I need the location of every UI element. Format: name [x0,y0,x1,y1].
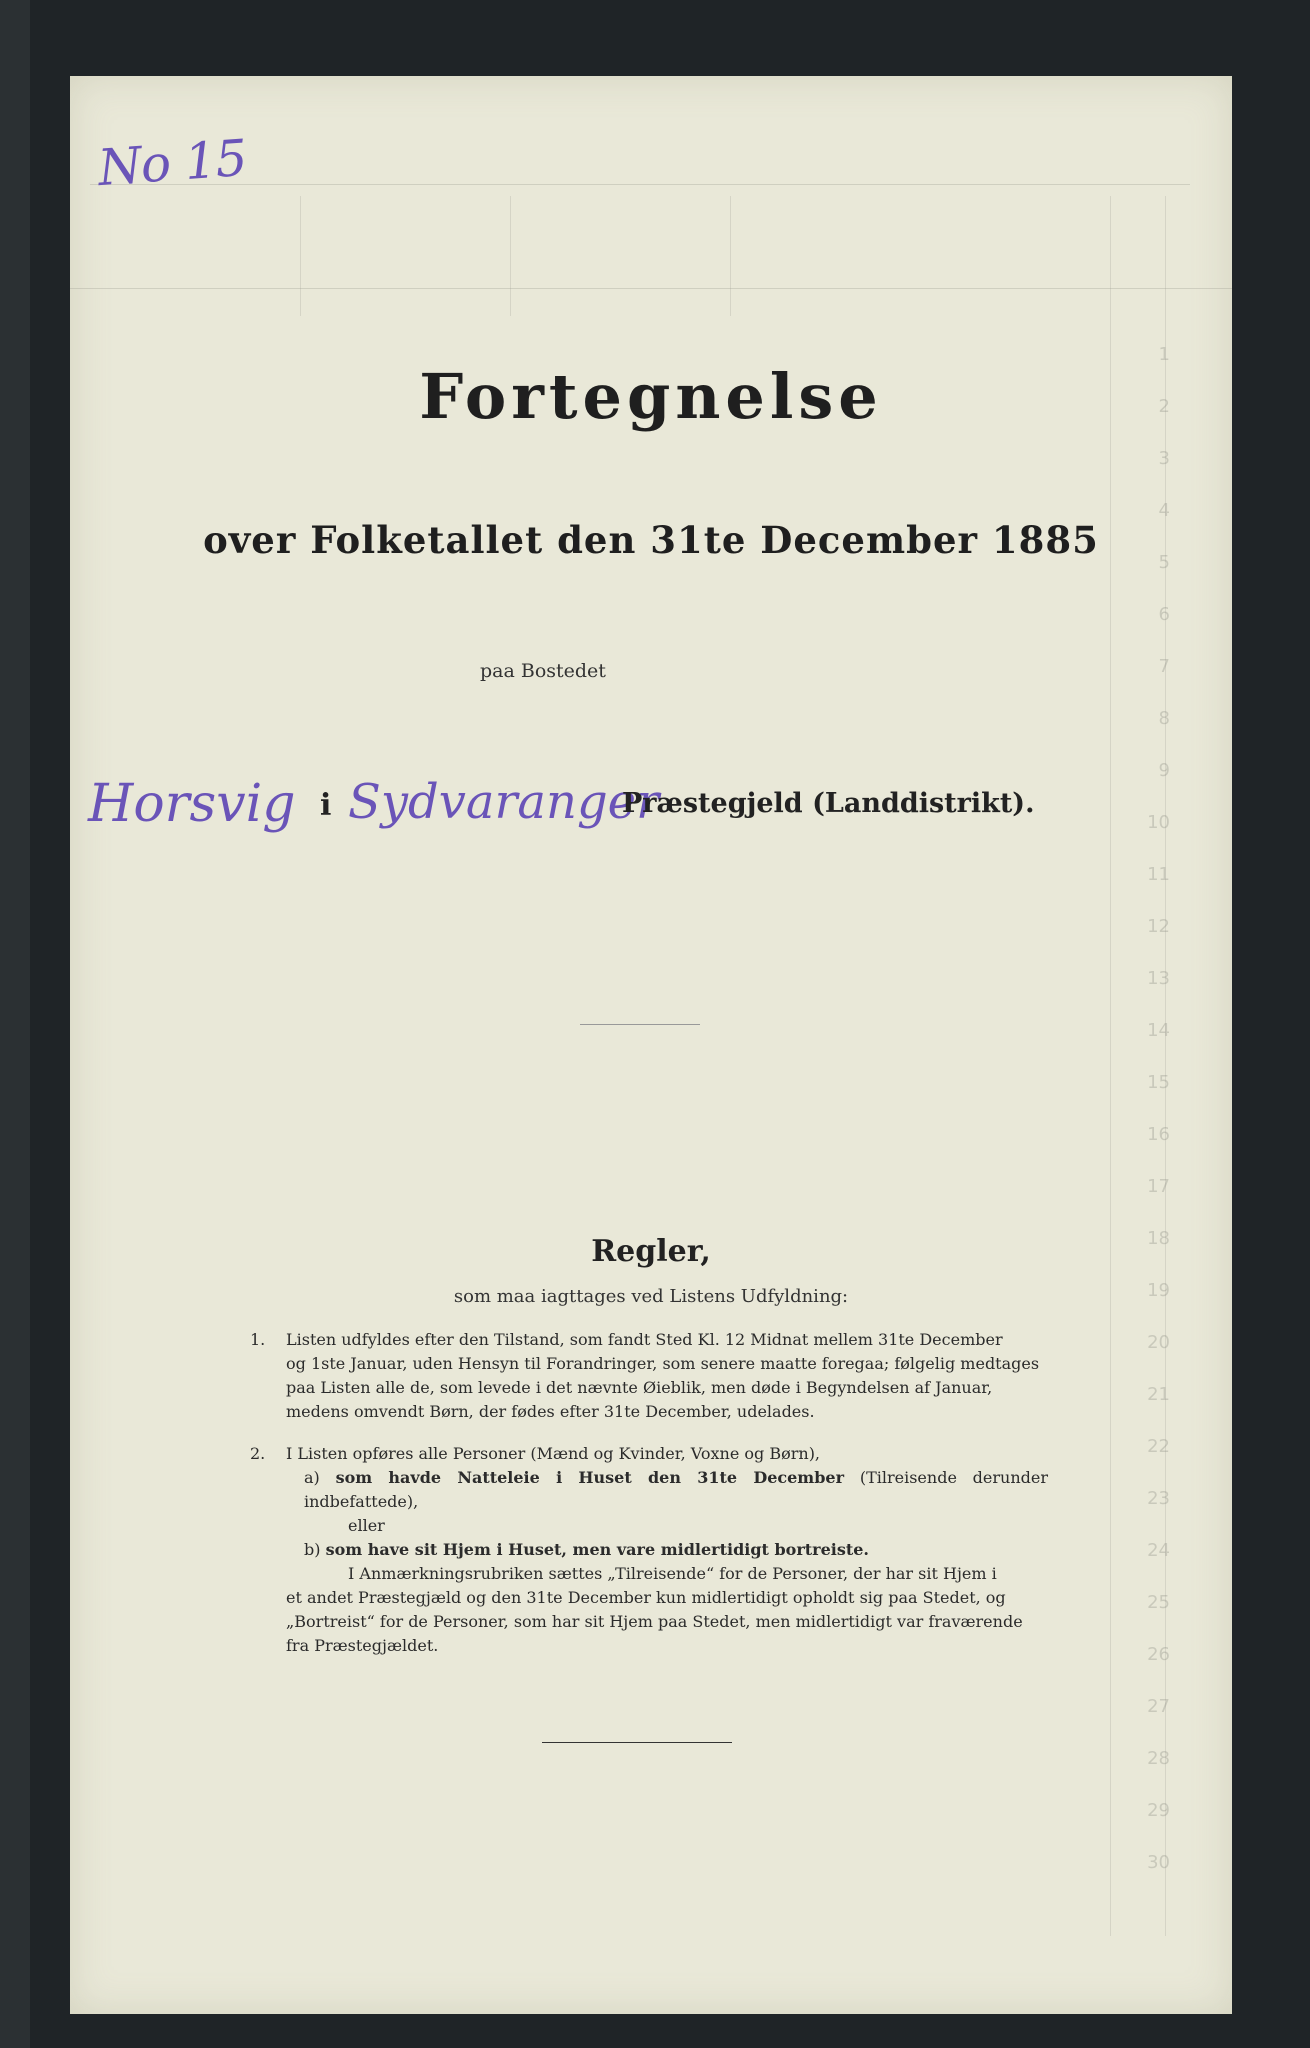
ghost-row-number: 16 [1147,1124,1170,1145]
form-subtitle: over Folketallet den 31te December 1885 [203,518,1099,562]
rule-line: paa Listen alle de, som levede i det nævnte Øieblik, men døde i Begyndelsen af Januar, [286,1378,993,1397]
ghost-row-number: 1 [1158,344,1170,365]
ghost-row-number: 23 [1147,1488,1170,1509]
rules-title: Regler, [591,1234,711,1269]
ghost-row-number: 3 [1158,448,1170,469]
ghost-row-number: 10 [1147,812,1170,833]
ghost-row-number: 5 [1158,552,1170,573]
ghost-row-number: 2 [1158,396,1170,417]
parish-suffix-label: Præstegjeld (Landdistrikt). [622,788,1035,819]
rule-text [286,1442,1048,1658]
ghost-column [300,196,301,316]
ghost-row-number: 13 [1147,968,1170,989]
place-name-handwritten: Horsvig [88,774,296,834]
ghost-column [510,196,511,316]
parish-name-handwritten: Sydvaranger [348,774,660,830]
rule-line: Listen udfyldes efter den Tilstand, som fandt Sted Kl. 12 Midnat mellem 31te December [286,1330,1003,1349]
ghost-row-number: 24 [1147,1540,1170,1561]
ghost-row-number: 4 [1158,500,1170,521]
ghost-row-number: 30 [1147,1852,1170,1873]
census-form-page [70,76,1232,2014]
rule-note: I Anmærkningsrubriken sættes „Tilreisende“ for de Personer, der har sit Hjem i [348,1564,997,1583]
rule-item-eller: eller [348,1516,385,1535]
footer-divider [542,1742,732,1743]
rule-line: I Listen opføres alle Personer (Mænd og Kvinder, Voxne og Børn), [286,1444,821,1463]
ghost-row-number: 21 [1147,1384,1170,1405]
ghost-row-number: 19 [1147,1280,1170,1301]
rule-item-a [286,1466,1048,1514]
ghost-row-number: 7 [1158,656,1170,677]
rule-note: et andet Præstegjæld og den 31te December kun midlertidigt opholdt sig paa Stedet, og [286,1588,1006,1607]
rule-line: og 1ste Januar, uden Hensyn til Forandringer, som senere maatte foregaa; følgelig medtages [286,1354,1040,1373]
place-connector: i [320,788,332,823]
ghost-row-number: 20 [1147,1332,1170,1353]
place-prefix-label: paa Bostedet [480,660,606,682]
ghost-row-number: 18 [1147,1228,1170,1249]
item-label: a) [304,1468,320,1487]
ghost-row-number: 26 [1147,1644,1170,1665]
rule-2 [250,1442,1049,1655]
ghost-row-number: 11 [1147,864,1170,885]
item-bold-text: som have sit Hjem i Huset, men vare midlertidigt bortreiste. [325,1540,869,1559]
ghost-row-number: 15 [1147,1072,1170,1093]
rule-item-b [286,1538,1048,1562]
rule-1 [250,1328,1048,1428]
ghost-row-number: 6 [1158,604,1170,625]
rule-text [286,1328,1048,1424]
ghost-row-number: 25 [1147,1592,1170,1613]
ghost-rule [70,288,1232,289]
rule-note: „Bortreist“ for de Personer, som har sit Hjem paa Stedet, men midlertidigt var fraværende [286,1612,1023,1631]
ghost-row-number: 8 [1158,708,1170,729]
item-label: b) [304,1540,321,1559]
ghost-row-number: 14 [1147,1020,1170,1041]
ghost-row-number: 22 [1147,1436,1170,1457]
rule-note: fra Præstegjældet. [286,1636,439,1655]
ghost-row-number: 17 [1147,1176,1170,1197]
item-bold-text: som havde Natteleie i Huset den 31te December [335,1468,845,1487]
rule-number: 2. [250,1444,266,1463]
scanner-edge [0,0,30,2048]
ghost-row-number: 27 [1147,1696,1170,1717]
ghost-rule [90,184,1190,185]
rule-number: 1. [250,1330,266,1349]
ghost-row-number: 29 [1147,1800,1170,1821]
document-number: No 15 [96,128,249,198]
item-text: (Tilreisende derunder indbefattede), [304,1468,1049,1511]
form-title: Fortegnelse [419,360,883,433]
divider [580,1024,700,1025]
ghost-column [1110,196,1111,1936]
ghost-column [730,196,731,316]
ghost-row-number: 9 [1158,760,1170,781]
ghost-row-number: 28 [1147,1748,1170,1769]
rule-line: medens omvendt Børn, der fødes efter 31te December, udelades. [286,1402,815,1421]
rules-intro: som maa iagttages ved Listens Udfyldning: [453,1286,849,1307]
ghost-row-number: 12 [1147,916,1170,937]
